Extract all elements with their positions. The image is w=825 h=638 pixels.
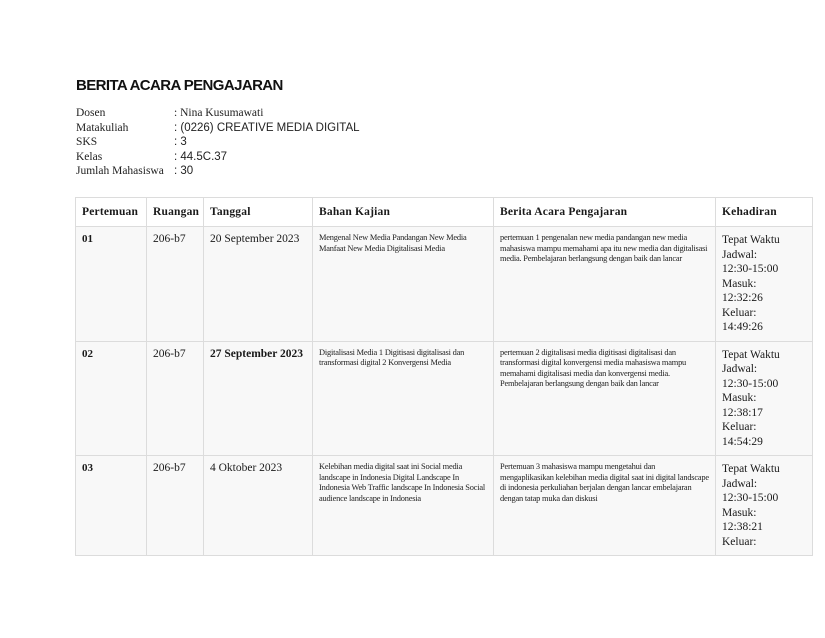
- cell-pertemuan: 02: [76, 341, 147, 456]
- cell-kehadiran: [716, 456, 813, 556]
- meta-row-kelas: [76, 150, 360, 165]
- header-kehadiran: Kehadiran: [716, 198, 813, 227]
- cell-ruangan: 206-b7: [147, 456, 204, 556]
- check-in-value: 12:38:17: [722, 406, 763, 419]
- cell-ruangan: 206-b7: [147, 341, 204, 456]
- header-pertemuan: Pertemuan: [76, 198, 147, 227]
- meta-label: Jumlah Mahasiswa: [76, 165, 164, 177]
- header-bahan-kajian: Bahan Kajian: [313, 198, 494, 227]
- check-out-value: 14:54:29: [722, 435, 763, 448]
- cell-ruangan: 206-b7: [147, 227, 204, 342]
- meta-row-jumlah-mahasiswa: [76, 164, 360, 179]
- attendance-status: Tepat Waktu: [722, 348, 780, 361]
- meta-value: : 44.5C.37: [174, 150, 228, 163]
- cell-pertemuan: 03: [76, 456, 147, 556]
- schedule-label: Jadwal:: [722, 248, 758, 261]
- check-in-label: Masuk:: [722, 506, 757, 519]
- cell-tanggal: 4 Oktober 2023: [204, 456, 313, 556]
- cell-bahan-kajian: Kelebihan media digital saat ini Social media landscape in Indonesia Digital Landscape In Indonesia Web Traffic landscape In Indonesia Social audience landscape in Indonesia: [313, 456, 494, 556]
- cell-berita-acara: pertemuan 1 pengenalan new media pandangan new media mahasiswa mampu memahami apa itu new media dan digitalisasi media. Pembelajaran berlangsung dengan baik dan lancar: [494, 227, 716, 342]
- attendance-status: Tepat Waktu: [722, 234, 780, 246]
- meta-label: Matakuliah: [76, 121, 129, 134]
- cell-bahan-kajian: Digitalisasi Media 1 Digitisasi digitalisasi dan transformasi digital 2 Konvergensi Media: [313, 341, 494, 456]
- meta-row-sks: [76, 135, 360, 150]
- cell-tanggal: 20 September 2023: [204, 227, 313, 342]
- meta-value: : Nina Kusumawati: [174, 107, 264, 119]
- schedule-value: 12:30-15:00: [722, 377, 779, 390]
- meta-value: : (0226) CREATIVE MEDIA DIGITAL: [174, 121, 360, 134]
- check-in-label: Masuk:: [722, 392, 757, 404]
- schedule-value: 12:30-15:00: [722, 263, 779, 275]
- check-in-label: Masuk:: [722, 277, 757, 290]
- schedule-value: 12:30-15:00: [722, 492, 779, 504]
- check-out-label: Keluar:: [722, 306, 757, 319]
- check-out-value: 14:49:26: [722, 321, 763, 333]
- cell-kehadiran: [716, 341, 813, 456]
- cell-tanggal: 27 September 2023: [204, 341, 313, 456]
- cell-berita-acara: Pertemuan 3 mahasiswa mampu mengetahui dan mengaplikasikan kelebihan media digital saat ini digital landscape di indonesia perkuliahan berjalan dengan lancar embelajaran dengan tatap muka dan diskusi: [494, 456, 716, 556]
- check-out-label: Keluar:: [722, 535, 757, 548]
- schedule-label: Jadwal:: [722, 363, 758, 375]
- meta-value: : 30: [174, 165, 194, 177]
- attendance-status: Tepat Waktu: [722, 463, 780, 475]
- course-info: [76, 106, 360, 179]
- check-out-label: Keluar:: [722, 421, 757, 433]
- cell-berita-acara: pertemuan 2 digitalisasi media digitisasi digitalisasi dan transformasi digital konvergensi media mahasiswa mampu memahami digitalisasi media dan konvergensi media. Pembelajaran berlangsung dengan baik dan lancar: [494, 341, 716, 456]
- table-row: [76, 341, 813, 456]
- meta-label: SKS: [76, 136, 98, 148]
- meta-label: Kelas: [76, 150, 103, 163]
- header-tanggal: Tanggal: [204, 198, 313, 227]
- check-in-value: 12:32:26: [722, 292, 763, 304]
- cell-pertemuan: 01: [76, 227, 147, 342]
- header-berita-acara: Berita Acara Pengajaran: [494, 198, 716, 227]
- meta-label: Dosen: [76, 107, 106, 119]
- table-header-row: [76, 198, 813, 227]
- document-title: BERITA ACARA PENGAJARAN: [76, 77, 283, 94]
- table-row: [76, 227, 813, 342]
- cell-bahan-kajian: Mengenal New Media Pandangan New Media Manfaat New Media Digitalisasi Media: [313, 227, 494, 342]
- check-in-value: 12:38:21: [722, 521, 763, 533]
- meta-value: : 3: [174, 136, 187, 148]
- schedule-label: Jadwal:: [722, 477, 758, 490]
- attendance-table: [75, 197, 813, 556]
- meta-row-matakuliah: [76, 121, 360, 136]
- cell-kehadiran: [716, 227, 813, 342]
- table-row: [76, 456, 813, 556]
- header-ruangan: Ruangan: [147, 198, 204, 227]
- meta-row-dosen: [76, 106, 360, 121]
